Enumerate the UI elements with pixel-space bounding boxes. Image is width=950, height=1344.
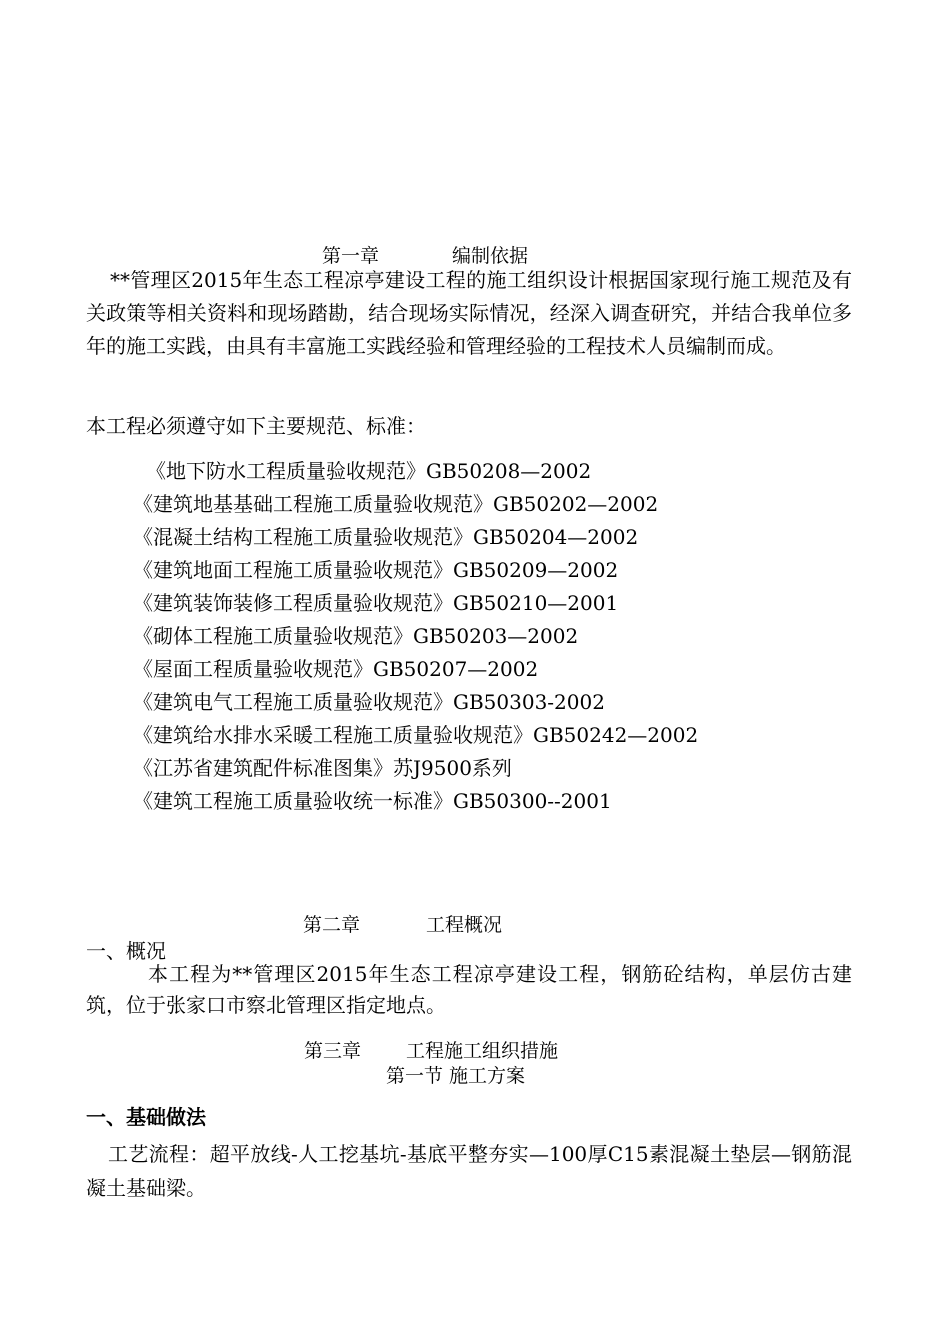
chapter2-body-paragraph: 本工程为**管理区2015年生态工程凉亭建设工程，钢筋砼结构，单层仿古建筑，位于张家口市察北管理区指定地点。 [86,962,852,1017]
standard-item: 《建筑工程施工质量验收统一标准》GB50300--2001 [133,789,612,813]
standard-item: 《江苏省建筑配件标准图集》苏J9500系列 [133,756,512,780]
standard-item: 《建筑电气工程施工质量验收规范》GB50303-2002 [133,690,605,714]
standard-item: 《混凝土结构工程施工质量验收规范》GB50204—2002 [133,525,639,549]
chapter3-subtitle: 工程施工组织措施 [406,1040,559,1062]
standard-item: 《建筑给水排水采暖工程施工质量验收规范》GB50242—2002 [133,723,699,747]
standards-intro: 本工程必须遵守如下主要规范、标准： [86,414,426,438]
standard-item: 《建筑装饰装修工程质量验收规范》GB50210—2001 [133,591,619,615]
foundation-subsection-heading: 一、基础做法 [86,1105,206,1129]
standard-item: 《建筑地基基础工程施工质量验收规范》GB50202—2002 [133,492,659,516]
standard-item: 《屋面工程质量验收规范》GB50207—2002 [133,657,539,681]
chapter2-title: 第二章 [303,914,361,936]
chapter2-section-heading: 一、概况 [86,939,166,963]
standard-item: 《地下防水工程质量验收规范》GB50208—2002 [146,459,592,483]
chapter3-section-title: 第一节 施工方案 [386,1065,526,1087]
chapter1-intro-paragraph: **管理区2015年生态工程凉亭建设工程的施工组织设计根据国家现行施工规范及有关政策等相关资料和现场踏勘，结合现场实际情况，经深入调查研究，并结合我单位多年的施工实践，由具有丰富施工实践经验和管理经验的工程技术人员编制而成。 [86,268,852,358]
chapter3-title: 第三章 [304,1040,362,1062]
standard-item: 《砌体工程施工质量验收规范》GB50203—2002 [133,624,579,648]
process-paragraph: 工艺流程：超平放线-人工挖基坑-基底平整夯实—100厚C15素混凝土垫层—钢筋混凝土基础梁。 [86,1142,852,1200]
chapter1-subtitle: 编制依据 [452,245,529,267]
standard-item: 《建筑地面工程施工质量验收规范》GB50209—2002 [133,558,619,582]
chapter2-subtitle: 工程概况 [426,914,503,936]
chapter1-title: 第一章 [322,245,380,267]
